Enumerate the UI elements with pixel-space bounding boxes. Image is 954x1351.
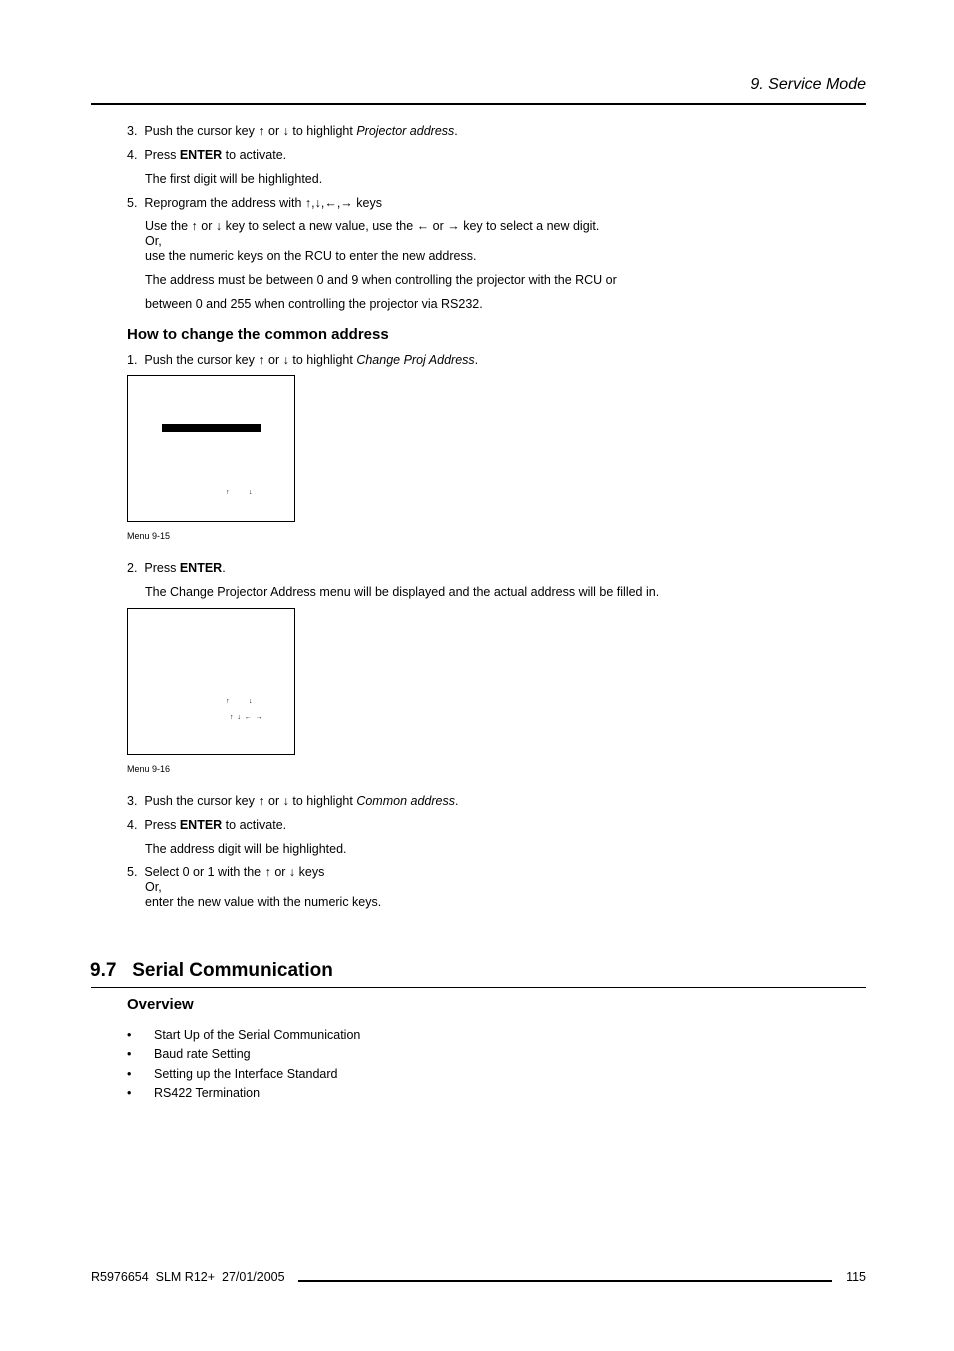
ca-step-5: [127, 865, 324, 879]
ca-step-4: [127, 818, 286, 832]
step-number: 5.: [127, 196, 138, 210]
step-strong: ENTER: [179, 561, 223, 575]
step-strong: ENTER: [179, 818, 223, 832]
step-number: 4.: [127, 818, 138, 832]
step-text-end: .: [222, 561, 226, 575]
list-item: Setting up the Interface Standard: [154, 1067, 338, 1081]
step-text: Push the cursor key ↑ or ↓ to highlight: [144, 124, 357, 138]
list-item: Baud rate Setting: [154, 1047, 251, 1061]
step-strong: ENTER: [179, 148, 223, 162]
step-4-enter: [127, 148, 286, 162]
ca-step-5-line-2: Or,: [145, 880, 162, 894]
step-text: Push the cursor key ↑ or ↓ to highlight: [144, 794, 357, 808]
common-address-heading: How to change the common address: [127, 326, 389, 343]
step-text: Press: [144, 818, 180, 832]
footer-document-id: R5976654 SLM R12+ 27/01/2005: [91, 1270, 285, 1284]
step-emphasis: Change Proj Address: [356, 353, 475, 367]
menu-9-16-image: [127, 608, 295, 755]
step-number: 5.: [127, 865, 138, 879]
navigation-arrows-icon: ↑ ↓ ← →: [230, 714, 263, 721]
step-text-end: .: [474, 353, 479, 367]
step-5-line-2: Or,: [145, 234, 162, 248]
step-text: Press: [144, 561, 180, 575]
step-number: 3.: [127, 124, 138, 138]
list-item: RS422 Termination: [154, 1086, 261, 1100]
list-item: Start Up of the Serial Communication: [154, 1028, 361, 1042]
step-emphasis: Projector address: [356, 124, 455, 138]
step-5-line-1: Use the ↑ or ↓ key to select a new value, use the ← or → key to select a new digit.: [145, 219, 600, 233]
menu-9-15-image: [127, 375, 295, 522]
menu-9-16-caption: Menu 9-16: [127, 764, 171, 774]
step-5-line-3: use the numeric keys on the RCU to enter the new address.: [145, 249, 477, 263]
step-text: Select 0 or 1 with the ↑ or ↓ keys: [144, 865, 325, 879]
step-number: 4.: [127, 148, 138, 162]
step-text-end: to activate.: [222, 148, 287, 162]
bullet-icon: •: [127, 1067, 132, 1081]
ca-step-1: [127, 353, 478, 367]
step-5-line-5: between 0 and 255 when controlling the projector via RS232.: [145, 297, 483, 311]
step-5-reprogram: [127, 196, 382, 210]
section-rule: [91, 987, 866, 988]
ca-step-4-note: The address digit will be highlighted.: [145, 842, 347, 856]
running-header: 9. Service Mode: [750, 76, 866, 93]
page-number: 115: [846, 1270, 866, 1284]
step-text: Press: [144, 148, 180, 162]
step-5-line-4: The address must be between 0 and 9 when controlling the projector with the RCU or: [145, 273, 617, 287]
step-emphasis: Common address: [356, 794, 455, 808]
menu-9-15-caption: Menu 9-15: [127, 531, 171, 541]
ca-step-5-line-3: enter the new value with the numeric keys.: [145, 895, 382, 909]
arrow-down-icon: ↓: [249, 489, 253, 496]
ca-step-2-note: The Change Projector Address menu will be displayed and the actual address will be filled in.: [145, 585, 660, 599]
step-3-projector-address: [127, 124, 458, 138]
step-text: Reprogram the address with ↑,↓,←,→ keys: [144, 196, 382, 210]
overview-heading: Overview: [127, 996, 194, 1013]
section-title: 9.7 Serial Communication: [90, 960, 333, 981]
step-number: 2.: [127, 561, 138, 575]
arrow-up-icon: ↑: [226, 698, 230, 705]
step-text-end: to activate.: [222, 818, 287, 832]
step-text-end: .: [454, 794, 459, 808]
ca-step-2: [127, 561, 226, 575]
menu-highlight-bar: [162, 424, 261, 432]
footer-rule: [298, 1280, 832, 1282]
step-text: Push the cursor key ↑ or ↓ to highlight: [144, 353, 357, 367]
ca-step-3: [127, 794, 458, 808]
step-number: 1.: [127, 353, 138, 367]
bullet-icon: •: [127, 1028, 132, 1042]
header-rule: [91, 103, 866, 105]
step-4-note: The first digit will be highlighted.: [145, 172, 323, 186]
step-text-end: .: [454, 124, 458, 138]
bullet-icon: •: [127, 1047, 132, 1061]
arrow-down-icon: ↓: [249, 698, 253, 705]
step-number: 3.: [127, 794, 138, 808]
bullet-icon: •: [127, 1086, 132, 1100]
arrow-up-icon: ↑: [226, 489, 230, 496]
